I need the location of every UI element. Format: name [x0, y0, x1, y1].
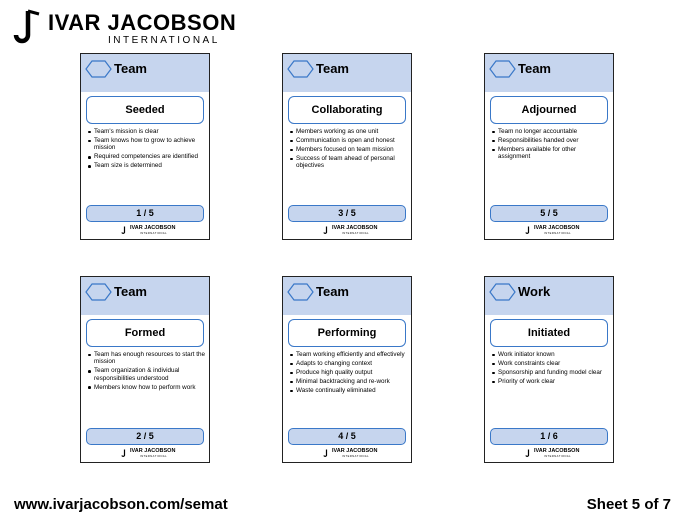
card-logo-subtitle: INTERNATIONAL [140, 455, 168, 458]
card-state-name: Formed [86, 319, 204, 347]
card-checklist [289, 128, 407, 171]
card-state-name: Performing [288, 319, 406, 347]
card-logo-icon [323, 449, 329, 458]
footer-url: www.ivarjacobson.com/semat [14, 496, 228, 513]
card-header [485, 277, 613, 315]
checklist-item: Sponsorship and funding model clear [491, 369, 609, 376]
card-logo [323, 225, 383, 237]
card-team-adjourned [484, 53, 614, 240]
card-logo-name: IVAR JACOBSON [130, 225, 176, 231]
checklist-item: Communication is open and honest [289, 137, 407, 144]
card-logo [323, 448, 383, 460]
card-logo-subtitle: INTERNATIONAL [544, 232, 572, 235]
card-logo-icon [121, 449, 127, 458]
checklist-item: Work initiator known [491, 351, 609, 358]
card-logo-icon [121, 226, 127, 235]
card-logo-icon [525, 449, 531, 458]
logo-name: IVAR JACOBSON [48, 10, 237, 35]
card-alpha-name: Team [114, 284, 147, 299]
alpha-icon [85, 59, 113, 79]
card-logo-name: IVAR JACOBSON [332, 448, 378, 454]
card-alpha-name: Team [114, 61, 147, 76]
card-logo-icon [323, 226, 329, 235]
card-state-name: Adjourned [490, 96, 608, 124]
card-header [283, 54, 411, 92]
checklist-item: Work constraints clear [491, 360, 609, 367]
card-checklist [289, 351, 407, 396]
checklist-item: Team has enough resources to start the mission [87, 351, 205, 366]
card-logo-name: IVAR JACOBSON [534, 448, 580, 454]
sheet-number: Sheet 5 of 7 [586, 496, 671, 513]
card-logo-name: IVAR JACOBSON [534, 225, 580, 231]
card-header [283, 277, 411, 315]
alpha-icon [489, 282, 517, 302]
checklist-item: Members available for other assignment [491, 146, 609, 161]
card-checklist [491, 128, 609, 162]
checklist-item: Produce high quality output [289, 369, 407, 376]
card-number: 1 / 5 [86, 205, 204, 222]
card-logo-subtitle: INTERNATIONAL [544, 455, 572, 458]
card-logo-subtitle: INTERNATIONAL [140, 232, 168, 235]
checklist-item: Responsibilities handed over [491, 137, 609, 144]
card-checklist [491, 351, 609, 387]
card-number: 1 / 6 [490, 428, 608, 445]
card-team-formed [80, 276, 210, 463]
checklist-item: Adapts to changing context [289, 360, 407, 367]
checklist-item: Team knows how to grow to achieve mission [87, 137, 205, 152]
ivar-jacobson-logo-icon [12, 8, 42, 44]
card-state-name: Collaborating [288, 96, 406, 124]
checklist-item: Required competencies are identified [87, 153, 205, 160]
card-team-collaborating [282, 53, 412, 240]
card-logo-subtitle: INTERNATIONAL [342, 232, 370, 235]
card-header [81, 277, 209, 315]
card-logo-name: IVAR JACOBSON [332, 225, 378, 231]
checklist-item: Members focused on team mission [289, 146, 407, 153]
checklist-item: Waste continually eliminated [289, 387, 407, 394]
checklist-item: Team working efficiently and effectively [289, 351, 407, 358]
card-logo-name: IVAR JACOBSON [130, 448, 176, 454]
card-alpha-name: Team [518, 61, 551, 76]
card-team-performing [282, 276, 412, 463]
card-work-initiated [484, 276, 614, 463]
card-team-seeded [80, 53, 210, 240]
card-logo [525, 448, 585, 460]
checklist-item: Success of team ahead of personal objectives [289, 155, 407, 170]
card-logo-subtitle: INTERNATIONAL [342, 455, 370, 458]
card-checklist [87, 351, 205, 393]
card-number: 4 / 5 [288, 428, 406, 445]
logo-subtitle: INTERNATIONAL [108, 35, 220, 46]
card-header [485, 54, 613, 92]
alpha-icon [287, 59, 315, 79]
card-logo-icon [525, 226, 531, 235]
alpha-icon [489, 59, 517, 79]
checklist-item: Priority of work clear [491, 378, 609, 385]
card-number: 3 / 5 [288, 205, 406, 222]
card-alpha-name: Team [316, 284, 349, 299]
card-header [81, 54, 209, 92]
card-number: 5 / 5 [490, 205, 608, 222]
card-alpha-name: Work [518, 284, 551, 299]
card-logo [525, 225, 585, 237]
checklist-item: Members know how to perform work [87, 384, 205, 391]
checklist-item: Members working as one unit [289, 128, 407, 135]
card-checklist [87, 128, 205, 171]
checklist-item: Team no longer accountable [491, 128, 609, 135]
checklist-item: Team size is determined [87, 162, 205, 169]
card-logo [121, 448, 181, 460]
checklist-item: Team's mission is clear [87, 128, 205, 135]
card-logo [121, 225, 181, 237]
checklist-item: Team organization & individual responsibilities understood [87, 367, 205, 382]
card-number: 2 / 5 [86, 428, 204, 445]
ivar-jacobson-logo [12, 6, 237, 46]
alpha-icon [287, 282, 315, 302]
alpha-icon [85, 282, 113, 302]
card-state-name: Seeded [86, 96, 204, 124]
checklist-item: Minimal backtracking and re-work [289, 378, 407, 385]
card-state-name: Initiated [490, 319, 608, 347]
card-alpha-name: Team [316, 61, 349, 76]
